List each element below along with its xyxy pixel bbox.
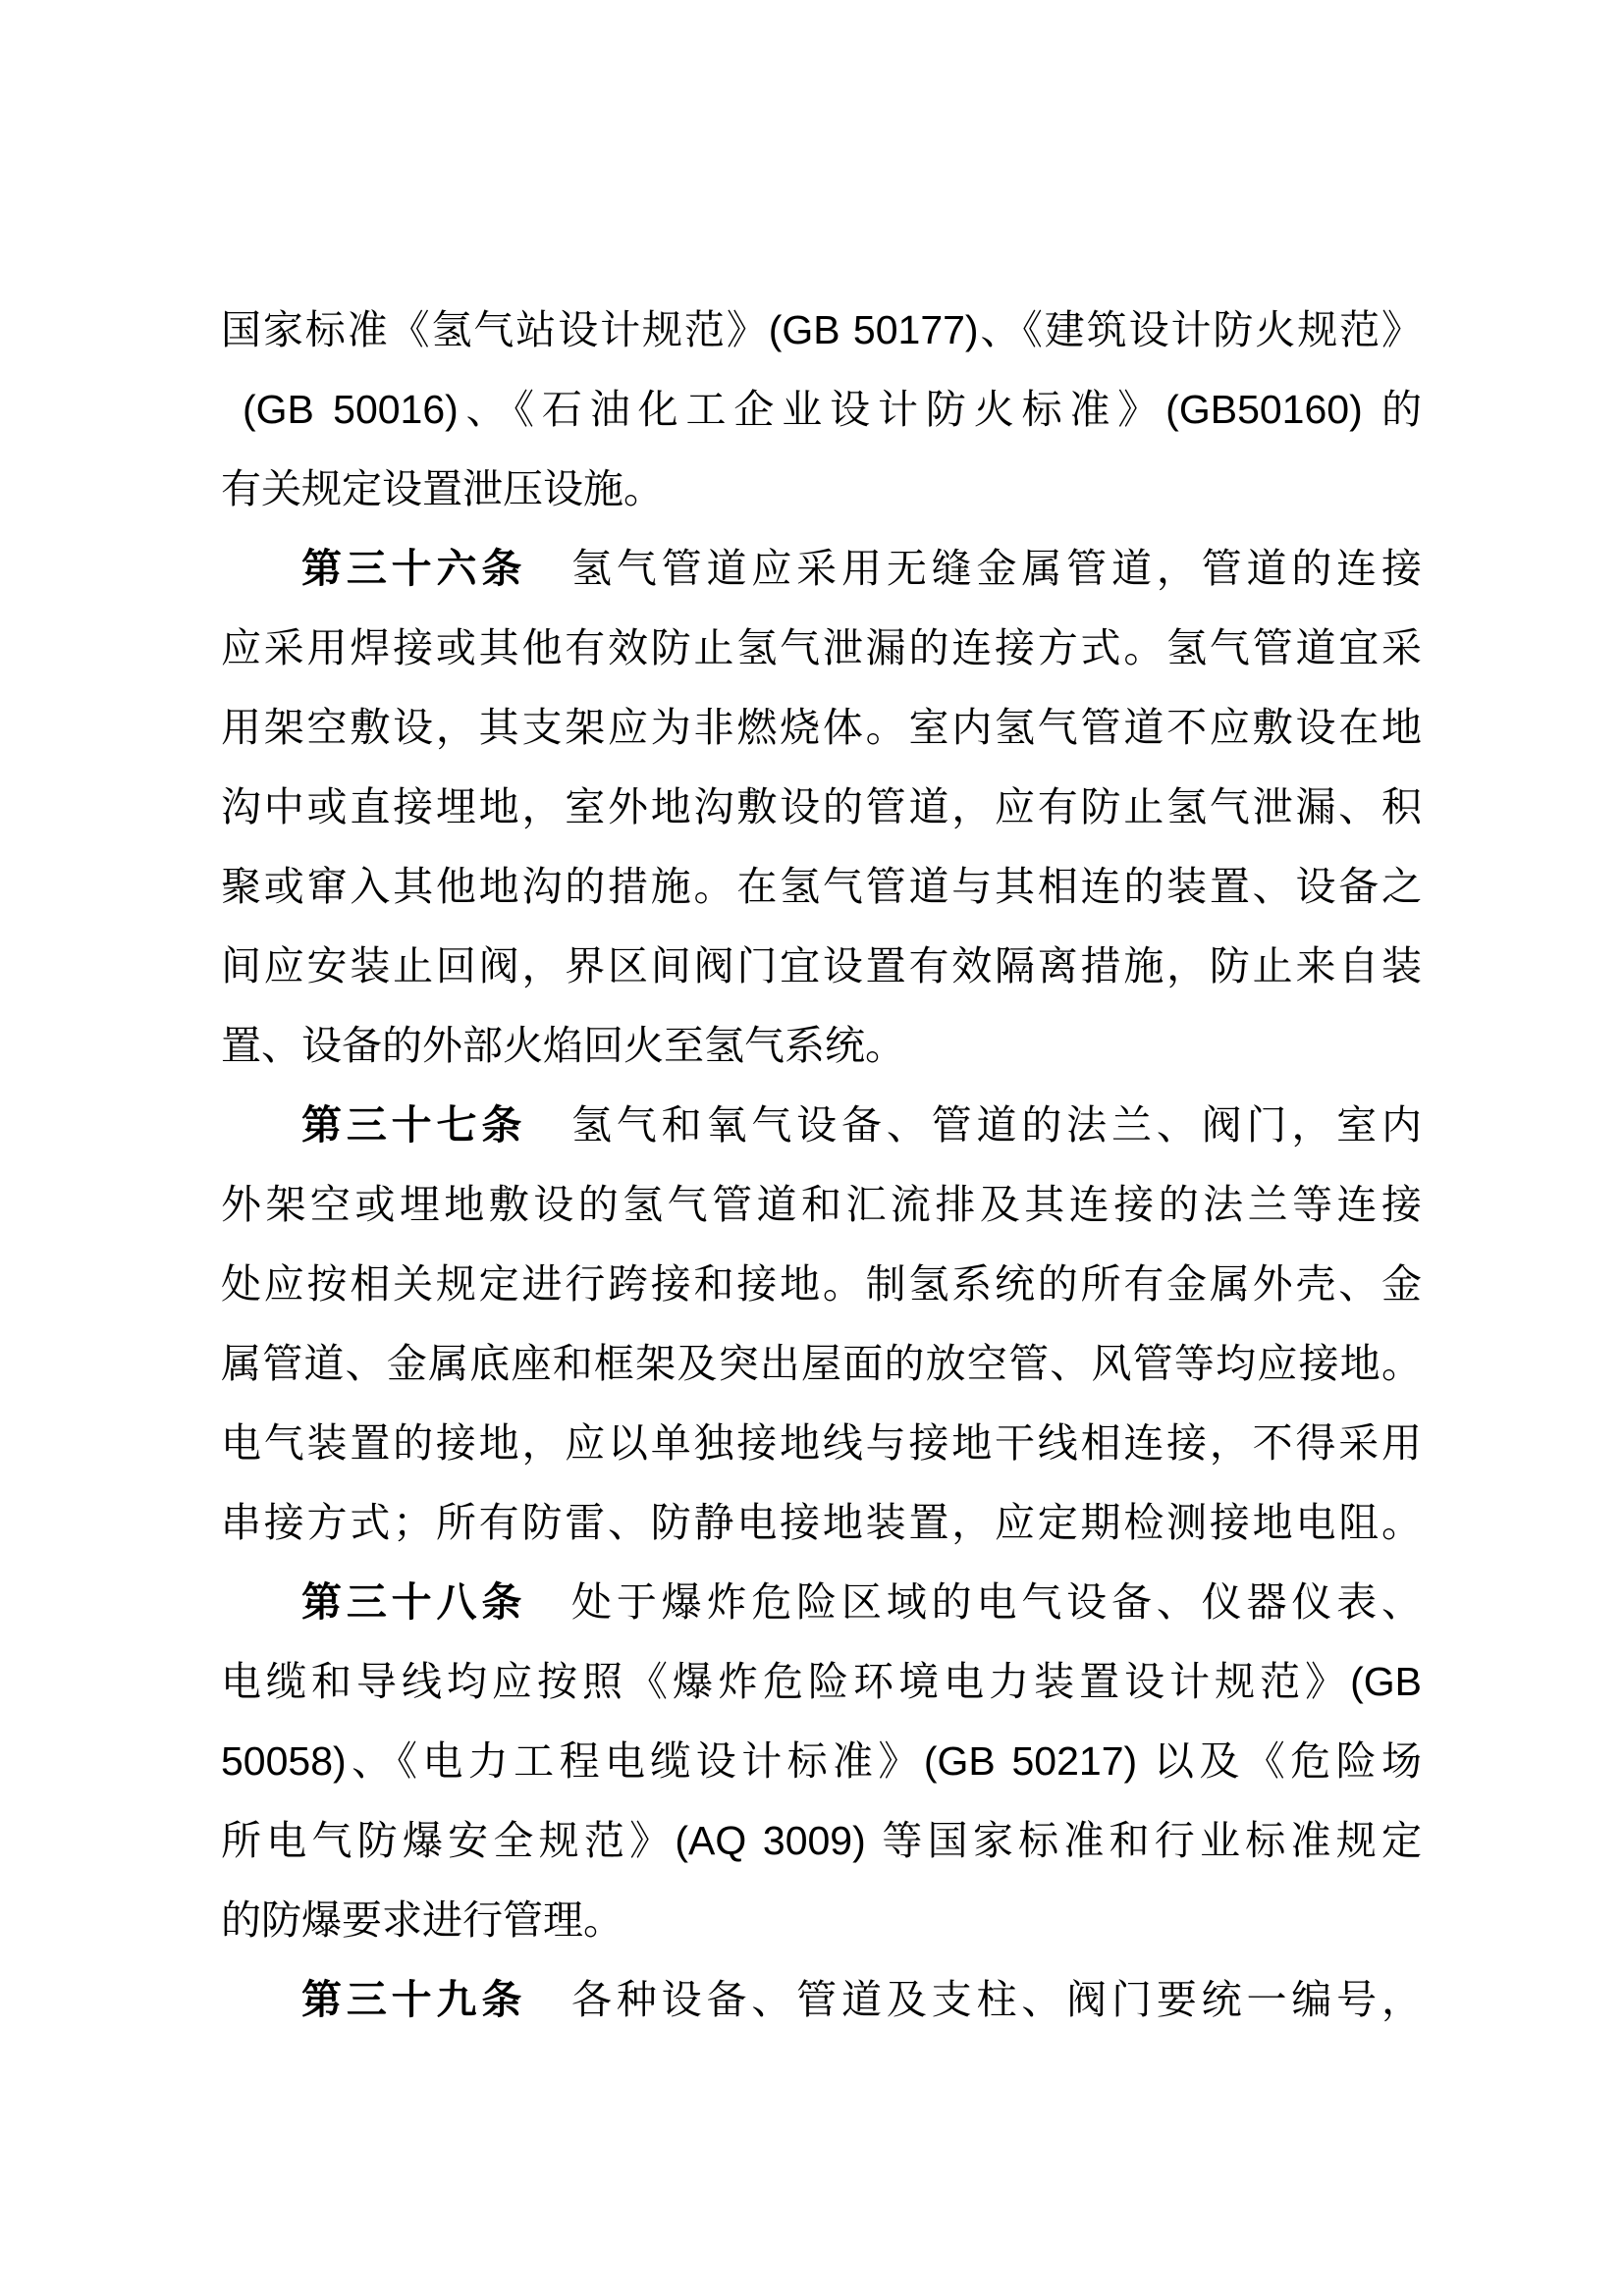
- line-text: 电缆和导线均应按照《爆炸危险环境电力装置设计规范》(GB: [221, 1659, 1422, 1704]
- line-text: 50058)、《电力工程电缆设计标准》(GB 50217) 以及《危险场: [221, 1738, 1422, 1784]
- line-text: 沟中或直接埋地，室外地沟敷设的管道，应有防止氢气泄漏、积: [221, 784, 1422, 829]
- document-text-block: [221, 291, 1422, 2040]
- line-text: 处于爆炸危险区域的电气设备、仪器仪表、: [526, 1579, 1422, 1625]
- text-line: [221, 609, 1422, 688]
- text-line: [221, 1404, 1422, 1483]
- text-line: [221, 1881, 1422, 1960]
- text-line: [221, 927, 1422, 1006]
- line-text: 置、设备的外部火焰回火至氢气系统。: [221, 1023, 905, 1068]
- line-text: 电气装置的接地，应以单独接地线与接地干线相连接，不得采用: [221, 1420, 1422, 1466]
- text-line: [221, 688, 1422, 768]
- text-line: [221, 291, 1422, 370]
- text-line: [221, 1006, 1422, 1086]
- text-line: [221, 1722, 1422, 1801]
- line-text: 用架空敷设，其支架应为非燃烧体。室内氢气管道不应敷设在地: [221, 705, 1422, 750]
- line-text: 氢气和氧气设备、管道的法兰、阀门，室内: [526, 1102, 1422, 1148]
- text-line: [221, 1324, 1422, 1404]
- line-text: 所电气防爆安全规范》(AQ 3009) 等国家标准和行业标准规定: [221, 1818, 1422, 1863]
- text-line: [221, 1801, 1422, 1881]
- text-line: [221, 450, 1422, 529]
- line-text: 有关规定设置泄压设施。: [221, 466, 664, 511]
- text-line: [221, 1245, 1422, 1324]
- line-text: 应采用焊接或其他有效防止氢气泄漏的连接方式。氢气管道宜采: [221, 625, 1422, 670]
- text-line: [221, 529, 1422, 609]
- text-line: [221, 1165, 1422, 1245]
- line-text: 各种设备、管道及支柱、阀门要统一编号，: [526, 1977, 1422, 2022]
- text-line: [221, 1563, 1422, 1642]
- text-line: [221, 1642, 1422, 1722]
- article-heading: 第三十七条: [301, 1102, 527, 1148]
- article-heading: 第三十八条: [301, 1579, 527, 1625]
- line-text: 处应按相关规定进行跨接和接地。制氢系统的所有金属外壳、金: [221, 1261, 1422, 1307]
- text-line: [221, 768, 1422, 847]
- line-text: 属管道、金属底座和框架及突出屋面的放空管、风管等均应接地。: [221, 1341, 1422, 1386]
- line-text: 串接方式；所有防雷、防静电接地装置，应定期检测接地电阻。: [221, 1500, 1422, 1545]
- line-text: 氢气管道应采用无缝金属管道，管道的连接: [526, 546, 1422, 591]
- text-line: [221, 1086, 1422, 1165]
- article-heading: 第三十九条: [301, 1977, 527, 2022]
- text-line: [221, 847, 1422, 927]
- line-text: 外架空或埋地敷设的氢气管道和汇流排及其连接的法兰等连接: [221, 1182, 1422, 1227]
- text-line: [221, 1483, 1422, 1563]
- line-text: 间应安装止回阀，界区间阀门宜设置有效隔离措施，防止来自装: [221, 943, 1422, 988]
- text-line: [221, 1960, 1422, 2040]
- text-line: [221, 370, 1422, 450]
- line-text: 的防爆要求进行管理。: [221, 1897, 623, 1943]
- article-heading: 第三十六条: [301, 546, 527, 591]
- line-text: 国家标准《氢气站设计规范》(GB 50177)、《建筑设计防火规范》: [221, 307, 1422, 352]
- line-text: (GB 50016)、《石油化工企业设计防火标准》(GB50160) 的: [243, 387, 1422, 432]
- line-text: 聚或窜入其他地沟的措施。在氢气管道与其相连的装置、设备之: [221, 864, 1422, 909]
